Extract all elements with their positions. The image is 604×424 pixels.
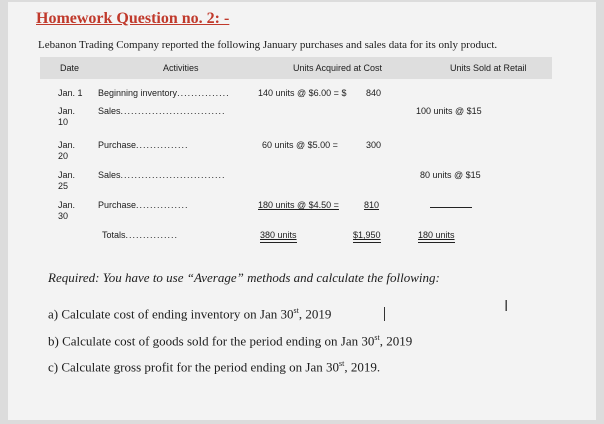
totals-label: Totals............... xyxy=(102,230,179,240)
required-instructions: Required: You have to use “Average” methods and calculate the following: xyxy=(48,270,440,285)
row4-date: Jan. 25 xyxy=(58,170,76,191)
row1-activity: Beginning inventory............... xyxy=(98,88,230,98)
document-page xyxy=(8,2,596,420)
intro-text: Lebanon Trading Company reported the following January purchases and sales data for its only product. xyxy=(38,39,498,51)
row5-amount: 810 xyxy=(364,200,380,210)
row5-acquired: 180 units @ $4.50 = xyxy=(258,200,339,210)
header-date: Date xyxy=(60,63,80,73)
question-a: a) Calculate cost of ending inventory on Jan 30st, 2019 xyxy=(48,306,332,322)
row4-activity: Sales.............................. xyxy=(98,170,226,180)
header-sold: Units Sold at Retail xyxy=(450,63,527,73)
totals-units-acquired: 380 units xyxy=(260,230,297,243)
question-b: b) Calculate cost of goods sold for the period ending on Jan 30st, 2019 xyxy=(48,333,413,349)
question-c: c) Calculate gross profit for the period ending on Jan 30st, 2019. xyxy=(48,359,381,375)
totals-amount: $1,950 xyxy=(353,230,381,243)
row5-date: Jan. 30 xyxy=(58,200,76,221)
row2-date: Jan. 10 xyxy=(58,106,76,127)
row3-amount: 300 xyxy=(366,140,382,150)
row1-amount: 840 xyxy=(366,88,382,98)
row3-date: Jan. 20 xyxy=(58,140,76,161)
blank-answer-line xyxy=(430,207,472,208)
text-caret xyxy=(384,307,385,321)
page-title: Homework Question no. 2: - xyxy=(36,10,230,27)
row1-date: Jan. 1 xyxy=(58,88,83,98)
header-activities: Activities xyxy=(163,63,199,73)
row4-sold: 80 units @ $15 xyxy=(420,170,481,180)
row3-activity: Purchase............... xyxy=(98,140,189,150)
row2-activity: Sales.............................. xyxy=(98,106,226,116)
row1-acquired: 140 units @ $6.00 = $ xyxy=(258,88,347,98)
totals-units-sold: 180 units xyxy=(418,230,455,243)
row2-sold: 100 units @ $15 xyxy=(416,106,482,116)
table-header xyxy=(40,57,552,79)
row3-acquired: 60 units @ $5.00 = xyxy=(262,140,338,150)
text-cursor-icon: I xyxy=(504,297,509,315)
header-acquired: Units Acquired at Cost xyxy=(293,63,383,73)
row5-activity: Purchase............... xyxy=(98,200,189,210)
